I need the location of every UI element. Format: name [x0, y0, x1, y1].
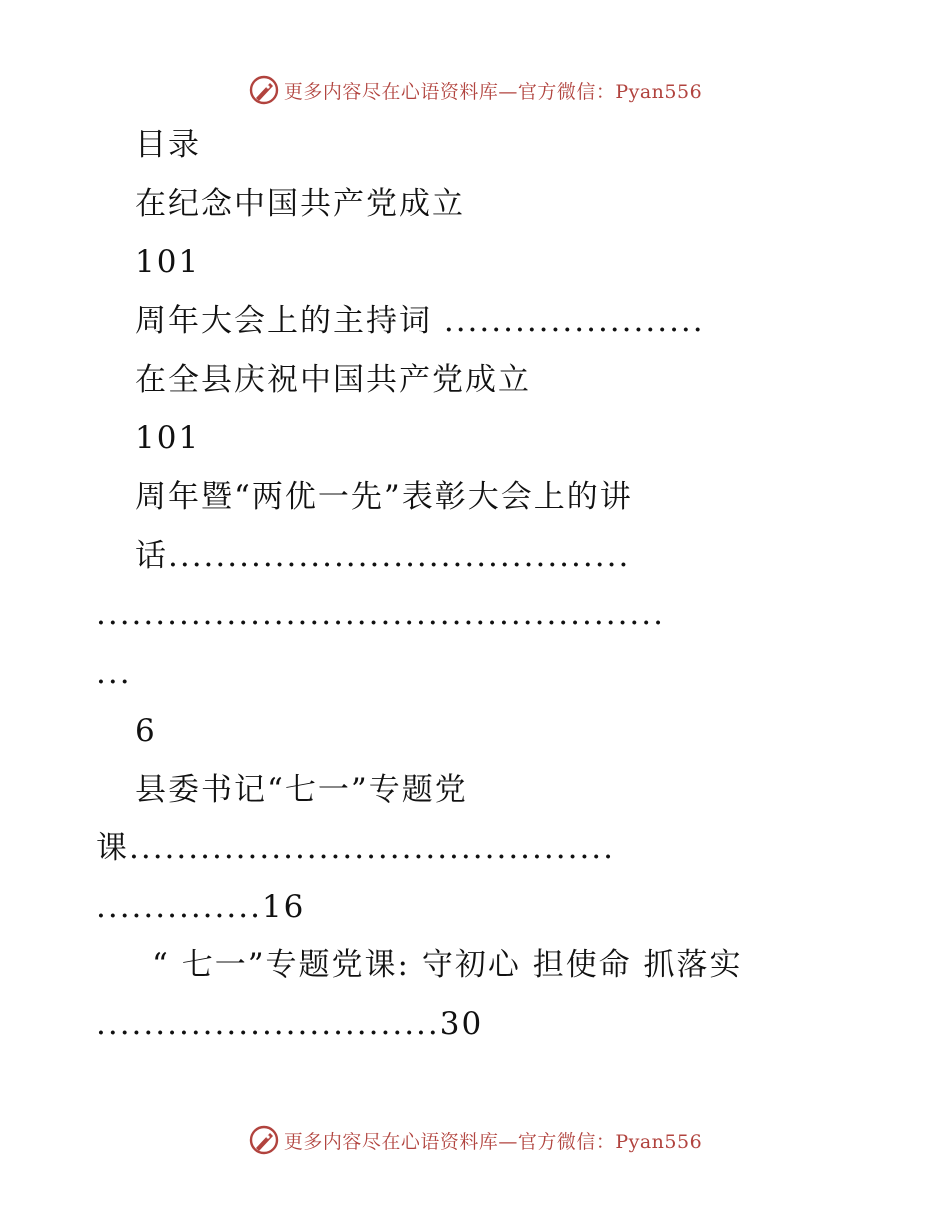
toc-entry-line: 话....................................... [135, 538, 631, 574]
toc-entry-line: 周年大会上的主持词 ...................... [135, 303, 705, 339]
watermark-text: 更多内容尽在心语资料库—官方微信：Pyan556 [283, 80, 703, 103]
toc-entry-line: 县委书记“七一”专题党 [135, 772, 468, 808]
toc-entry-line: ................................................ [96, 596, 665, 632]
toc-entry-line: 在纪念中国共产党成立 [135, 186, 465, 222]
footer-watermark [0, 1120, 950, 1160]
header-watermark [0, 70, 950, 110]
toc-entry-line: .............................30 [96, 1006, 484, 1042]
toc-title: 目录 [135, 127, 201, 163]
watermark-text: 更多内容尽在心语资料库—官方微信：Pyan556 [283, 1130, 703, 1153]
toc-entry-line: ..............16 [96, 889, 306, 925]
toc-page-number: 6 [135, 713, 157, 749]
toc-entry-line: 101 [135, 244, 201, 280]
pen-nib-logo-icon [248, 1124, 280, 1156]
toc-entry-line: 课......................................... [96, 830, 616, 866]
toc-entry-line: 101 [135, 420, 201, 456]
toc-entry-line: ... [96, 655, 132, 691]
toc-entry-line: 周年暨“两优一先”表彰大会上的讲 [135, 479, 633, 515]
pen-nib-logo-icon [248, 74, 280, 106]
toc-entry-line: “ 七一”专题党课: 守初心 担使命 抓落实 [152, 947, 743, 983]
toc-entry-line: 在全县庆祝中国共产党成立 [135, 362, 531, 398]
